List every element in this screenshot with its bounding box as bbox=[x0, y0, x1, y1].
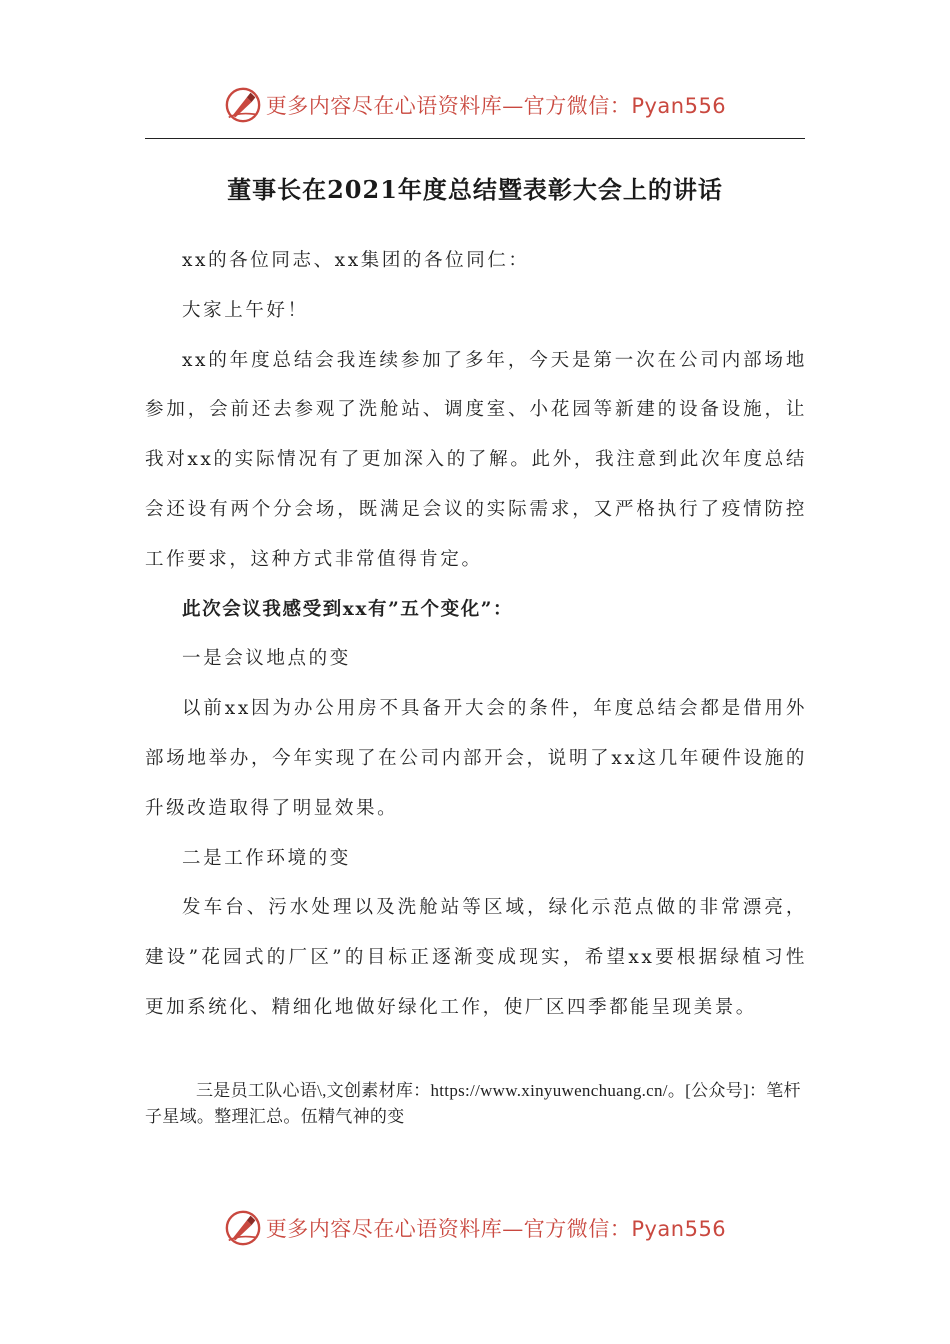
header-divider bbox=[145, 138, 805, 139]
greeting: 大家上午好！ bbox=[182, 299, 309, 321]
paragraph-1: 以前xx因为办公用房不具备开大会的条件，年度总结会都是借用外部场地举办，今年实现了在公司内部开会，说明了xx这几年硬件设施的升级改造取得了明显效果。 bbox=[145, 698, 807, 819]
paragraph-intro: xx的年度总结会我连续参加了多年，今天是第一次在公司内部场地参加，会前还去参观了洗舱站、调度室、小花园等新建的设备设施，让我对xx的实际情况有了更加深入的了解。此外，我注意到此次年度总结会还设有两个分会场，既满足会议的实际需求，又严格执行了疫情防控工作要求，这种方式非常值得肯定。 bbox=[145, 349, 807, 570]
footer-note-text: 三是员工队心语\,文创素材库：https://www.xinyuwenchuang.cn/。[公众号]：笔杆子星域。整理汇总。伍精气神的变 bbox=[145, 1081, 801, 1126]
document-body bbox=[145, 236, 807, 1033]
section-heading: 此次会议我感受到xx有”五个变化”： bbox=[182, 598, 514, 620]
subheading-2: 二是工作环境的变 bbox=[182, 847, 351, 869]
footer-banner bbox=[0, 1203, 950, 1253]
footer-note bbox=[145, 1078, 807, 1130]
subheading-1: 一是会议地点的变 bbox=[182, 648, 351, 670]
pen-nib-logo-icon bbox=[224, 1209, 262, 1247]
header-banner bbox=[0, 80, 950, 130]
pen-nib-logo-icon bbox=[224, 86, 262, 124]
salutation: xx的各位同志、xx集团的各位同仁： bbox=[182, 250, 530, 271]
paragraph-2: 发车台、污水处理以及洗舱站等区域，绿化示范点做的非常漂亮，建设”花园式的厂区”的目标正逐渐变成现实，希望xx要根据绿植习性更加系统化、精细化地做好绿化工作，使厂区四季都能呈现美景。 bbox=[145, 897, 807, 1018]
banner-text: 更多内容尽在心语资料库—官方微信：Pyan556 bbox=[265, 1217, 727, 1241]
banner-text: 更多内容尽在心语资料库—官方微信：Pyan556 bbox=[265, 94, 727, 118]
document-title: 董事长在2021年度总结暨表彰大会上的讲话 bbox=[227, 175, 723, 204]
